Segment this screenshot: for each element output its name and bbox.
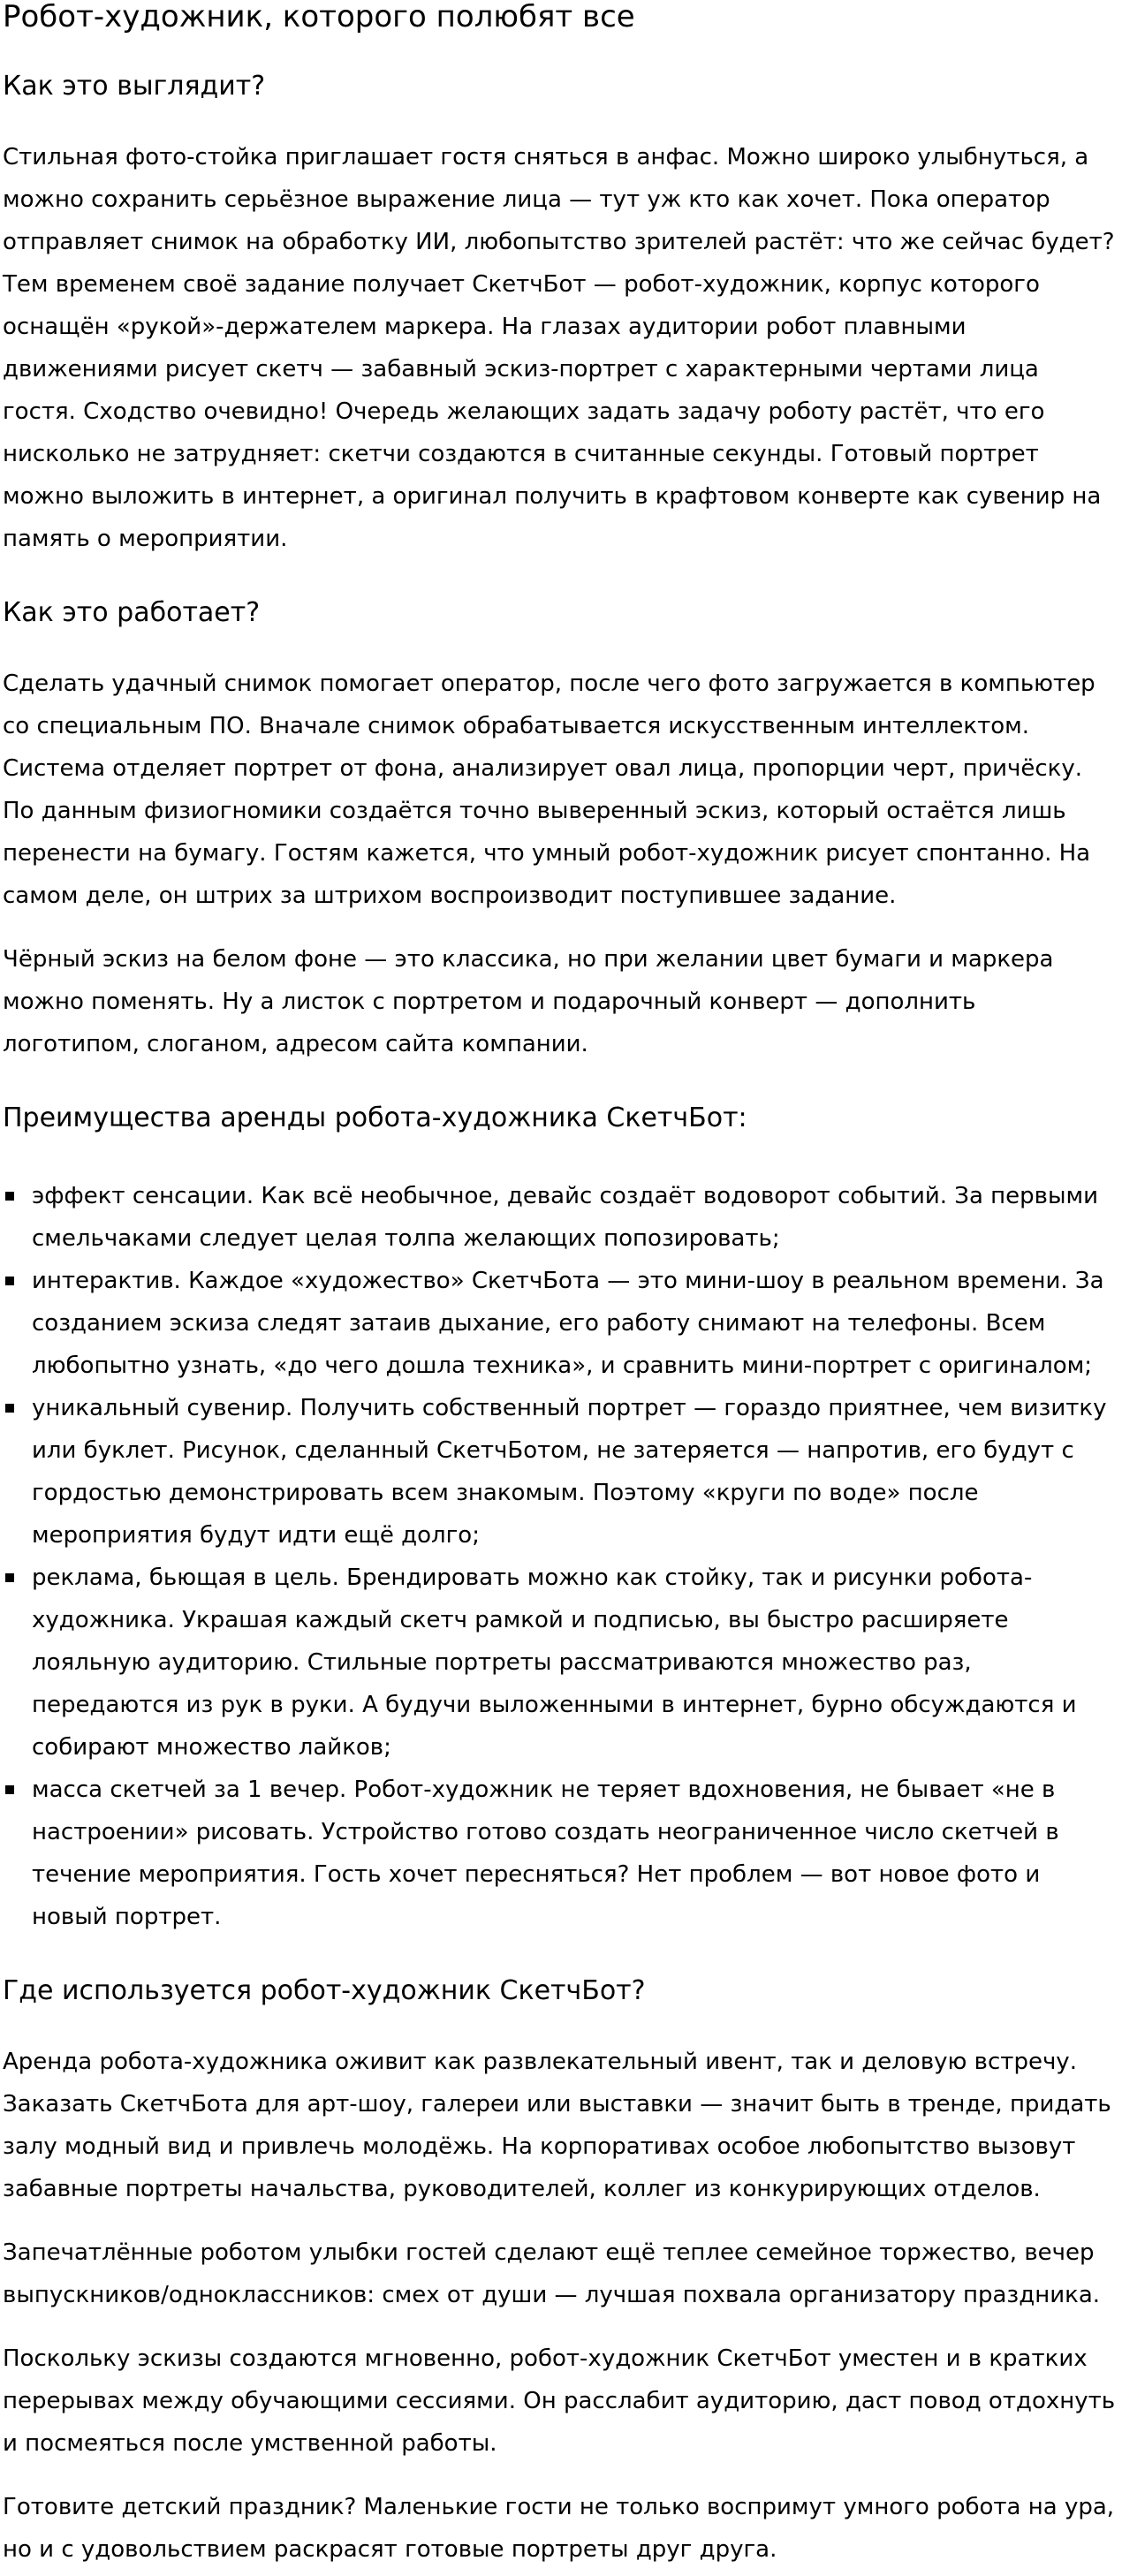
paragraph: Поскольку эскизы создаются мгновенно, робот-художник СкетчБот уместен и в кратких перерывах между обучающими сессиями. Он расслабит аудиторию, даст повод отдохнуть и посмеяться после умственной работы.	[3, 2345, 1116, 2457]
list-item: уникальный сувенир. Получить собственный портрет — гораздо приятнее, чем визитку или буклет. Рисунок, сделанный СкетчБотом, не затеряется — напротив, его будут с гордостью демонстрировать всем знакомым. Поэтому «круги по воде» после мероприятия будут идти ещё долго;	[3, 1387, 1118, 1557]
section-how-it-works	[3, 597, 1118, 1065]
list-item: реклама, бьющая в цель. Брендировать можно как стойку, так и рисунки робота-художника. Украшая каждый скетч рамкой и подписью, вы быстро расширяете лояльную аудиторию. Стильные портреты рассматриваются множество раз, передаются из рук в руки. А будучи выложенными в интернет, бурно обсуждаются и собирают множество лайков;	[3, 1557, 1118, 1769]
article	[3, 0, 1118, 2571]
section-heading: Преимущества аренды робота-художника СкетчБот:	[3, 1102, 747, 1133]
page-title: Робот-художник, которого полюбят все	[3, 0, 635, 34]
section-heading: Как это работает?	[3, 597, 261, 628]
list-item: эффект сенсации. Как всё необычное, девайс создаёт водоворот событий. За первыми смельчаками следует целая толпа желающих попозировать;	[3, 1175, 1118, 1260]
paragraph: Запечатлённые роботом улыбки гостей сделают ещё теплее семейное торжество, вечер выпускников/одноклассников: смех от души — лучшая похвала организатору праздника.	[3, 2239, 1101, 2308]
section-heading: Где используется робот-художник СкетчБот?	[3, 1975, 646, 2006]
paragraph: Сделать удачный снимок помогает оператор, после чего фото загружается в компьютер со специальным ПО. Вначале снимок обрабатывается искусственным интеллектом. Система отделяет портрет от фона, анализирует овал лица, пропорции черт, причёску. По данным физиогномики создаётся точно выверенный эскиз, который остаётся лишь перенести на бумагу. Гостям кажется, что умный робот-художник рисует спонтанно. На самом деле, он штрих за штрихом воспроизводит поступившее задание.	[3, 671, 1095, 909]
list-item: интерактив. Каждое «художество» СкетчБота — это мини-шоу в реальном времени. За созданием эскиза следят затаив дыхание, его работу снимают на телефоны. Всем любопытно узнать, «до чего дошла техника», и сравнить мини-портрет с оригиналом;	[3, 1260, 1118, 1387]
paragraph: Аренда робота-художника оживит как развлекательный ивент, так и деловую встречу. Заказать СкетчБота для арт-шоу, галереи или выставки — значит быть в тренде, придать залу модный вид и привлечь молодёжь. На корпоративах особое любопытство вызовут забавные портреты начальства, руководителей, коллег из конкурирующих отделов.	[3, 2049, 1111, 2202]
paragraph: Стильная фото-стойка приглашает гостя сняться в анфас. Можно широко улыбнуться, а можно сохранить серьёзное выражение лица — тут уж кто как хочет. Пока оператор отправляет снимок на обработку ИИ, любопытство зрителей растёт: что же сейчас будет? Тем временем своё задание получает СкетчБот — робот-художник, корпус которого оснащён «рукой»-держателем маркера. На глазах аудитории робот плавными движениями рисует скетч — забавный эскиз-портрет с характерными чертами лица гостя. Сходство очевидно! Очередь желающих задать задачу роботу растёт, что его нисколько не затрудняет: скетчи создаются в считанные секунды. Готовый портрет можно выложить в интернет, а оригинал получить в крафтовом конверте как сувенир на память о мероприятии.	[3, 144, 1115, 552]
paragraph: Чёрный эскиз на белом фоне — это классика, но при желании цвет бумаги и маркера можно поменять. Ну а листок с портретом и подарочный конверт — дополнить логотипом, слоганом, адресом сайта компании.	[3, 946, 1054, 1057]
list-item: масса скетчей за 1 вечер. Робот-художник не теряет вдохновения, не бывает «не в настроении» рисовать. Устройство готово создать неограниченное число скетчей в течение мероприятия. Гость хочет пересняться? Нет проблем — вот новое фото и новый портрет.	[3, 1769, 1118, 1938]
benefits-list	[3, 1168, 1118, 1938]
section-how-it-looks	[3, 71, 1118, 560]
section-benefits	[3, 1102, 1118, 1938]
section-where-used	[3, 1975, 1118, 2571]
paragraph: Готовите детский праздник? Маленькие гости не только воспримут умного робота на ура, но и с удовольствием раскрасят готовые портреты друг друга.	[3, 2494, 1115, 2563]
section-heading: Как это выглядит?	[3, 71, 266, 102]
